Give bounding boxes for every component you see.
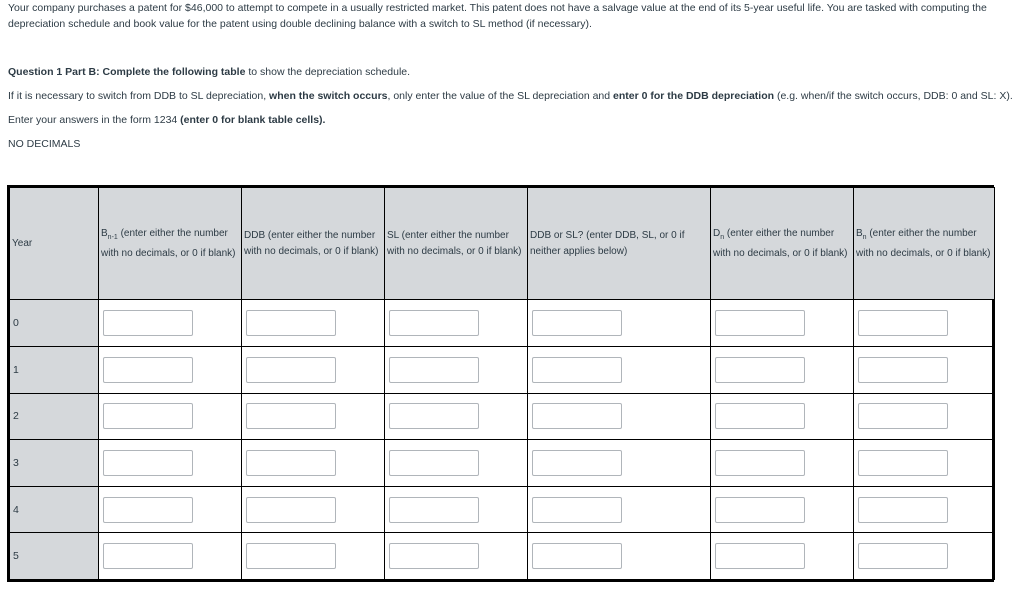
bn-cell <box>854 393 995 440</box>
bn-input-year-3[interactable] <box>858 450 948 476</box>
bn-cell <box>854 347 995 394</box>
ddb-input-year-3[interactable] <box>246 450 336 476</box>
bn-1-input-year-1[interactable] <box>103 357 193 383</box>
bn-cell <box>854 440 995 487</box>
dn-input-year-1[interactable] <box>715 357 805 383</box>
bn-cell <box>854 533 995 580</box>
dn-input-year-5[interactable] <box>715 543 805 569</box>
bn-1-input-year-2[interactable] <box>103 403 193 429</box>
question-title-rest: to show the depreciation schedule. <box>245 66 411 78</box>
method-cell <box>528 393 711 440</box>
ddb-cell <box>242 486 385 533</box>
sl-cell <box>385 347 528 394</box>
sl-input-year-1[interactable] <box>389 357 479 383</box>
no-decimals-note: NO DECIMALS <box>8 138 81 150</box>
depreciation-table <box>7 185 994 582</box>
method-cell <box>528 347 711 394</box>
switch-text-a: If it is necessary to switch from DDB to SL depreciation, <box>8 90 270 102</box>
bn-cell <box>854 300 995 347</box>
switch-text-e: (e.g. when/if the switch occurs, DDB: 0 and SL: X). <box>774 90 1013 102</box>
sl-input-year-2[interactable] <box>389 403 479 429</box>
ddb-input-year-5[interactable] <box>246 543 336 569</box>
method-cell <box>528 533 711 580</box>
method-input-year-4[interactable] <box>532 497 622 523</box>
dn-cell <box>711 393 854 440</box>
year-cell: 5 <box>10 533 99 580</box>
header-bn: $B_n$ (enter either the number with no decimals, or 0 if blank) <box>854 188 995 300</box>
bn-input-year-0[interactable] <box>858 310 948 336</box>
header-sl: SL (enter either the number with no decimals, or 0 if blank) <box>385 188 528 300</box>
header-bn-1: $B_{n-1}$ (enter either the number with no decimals, or 0 if blank) <box>99 188 242 300</box>
year-cell: 1 <box>10 347 99 394</box>
switch-text-d: enter 0 for the DDB depreciation <box>613 90 775 102</box>
problem-statement: Your company purchases a patent for $46,000 to attempt to compete in a usually restricted market. This patent does not have a salvage value at the end of its 5-year useful life. You are tasked with computing the depreciation schedule and book value for the patent using double declining balance with a switch to SL method (if necessary). <box>8 2 987 30</box>
table-header-row <box>10 188 995 300</box>
dn-cell <box>711 486 854 533</box>
bn-cell <box>854 486 995 533</box>
bn-input-year-4[interactable] <box>858 497 948 523</box>
header-ddb: DDB (enter either the number with no decimals, or 0 if blank) <box>242 188 385 300</box>
table-row <box>10 393 995 440</box>
ddb-cell <box>242 393 385 440</box>
method-input-year-2[interactable] <box>532 403 622 429</box>
bn-1-cell <box>99 533 242 580</box>
method-cell <box>528 486 711 533</box>
bn-1-cell <box>99 300 242 347</box>
header-dn: $D_n$ (enter either the number with no decimals, or 0 if blank) <box>711 188 854 300</box>
ddb-cell <box>242 440 385 487</box>
bn-input-year-2[interactable] <box>858 403 948 429</box>
bn-1-cell <box>99 347 242 394</box>
year-cell: 2 <box>10 393 99 440</box>
sl-cell <box>385 533 528 580</box>
sl-cell <box>385 486 528 533</box>
question-title-bold: Question 1 Part B: Complete the following table <box>8 66 246 78</box>
dn-input-year-4[interactable] <box>715 497 805 523</box>
dn-cell <box>711 440 854 487</box>
header-method: DDB or SL? (enter DDB, SL, or 0 if neither applies below) <box>528 188 711 300</box>
bn-1-input-year-0[interactable] <box>103 310 193 336</box>
ddb-cell <box>242 533 385 580</box>
table-row <box>10 486 995 533</box>
sl-cell <box>385 300 528 347</box>
sl-input-year-3[interactable] <box>389 450 479 476</box>
ddb-input-year-4[interactable] <box>246 497 336 523</box>
dn-input-year-2[interactable] <box>715 403 805 429</box>
year-cell: 4 <box>10 486 99 533</box>
bn-1-input-year-3[interactable] <box>103 450 193 476</box>
bn-input-year-5[interactable] <box>858 543 948 569</box>
switch-text-c: , only enter the value of the SL depreciation and <box>387 90 614 102</box>
bn-input-year-1[interactable] <box>858 357 948 383</box>
ddb-cell <box>242 300 385 347</box>
method-cell <box>528 440 711 487</box>
ddb-input-year-1[interactable] <box>246 357 336 383</box>
method-cell <box>528 300 711 347</box>
table-row <box>10 300 995 347</box>
sl-cell <box>385 440 528 487</box>
year-cell: 3 <box>10 440 99 487</box>
year-cell: 0 <box>10 300 99 347</box>
bn-1-input-year-5[interactable] <box>103 543 193 569</box>
method-input-year-0[interactable] <box>532 310 622 336</box>
ddb-cell <box>242 347 385 394</box>
sl-input-year-0[interactable] <box>389 310 479 336</box>
sl-input-year-5[interactable] <box>389 543 479 569</box>
sl-cell <box>385 393 528 440</box>
bn-1-cell <box>99 393 242 440</box>
dn-cell <box>711 300 854 347</box>
question-title <box>8 65 410 79</box>
format-text-b: (enter 0 for blank table cells). <box>180 114 326 126</box>
dn-cell <box>711 533 854 580</box>
bn-1-cell <box>99 440 242 487</box>
bn-1-input-year-4[interactable] <box>103 497 193 523</box>
table-row <box>10 440 995 487</box>
method-input-year-3[interactable] <box>532 450 622 476</box>
format-instruction <box>8 113 325 127</box>
dn-input-year-3[interactable] <box>715 450 805 476</box>
ddb-input-year-2[interactable] <box>246 403 336 429</box>
header-year: Year <box>10 188 99 300</box>
switch-instruction <box>8 89 1013 103</box>
method-input-year-5[interactable] <box>532 543 622 569</box>
dn-cell <box>711 347 854 394</box>
table-row <box>10 533 995 580</box>
method-input-year-1[interactable] <box>532 357 622 383</box>
switch-text-b: when the switch occurs <box>269 90 388 102</box>
ddb-input-year-0[interactable] <box>246 310 336 336</box>
format-text-a: Enter your answers in the form 1234 <box>8 114 181 126</box>
dn-input-year-0[interactable] <box>715 310 805 336</box>
table-row <box>10 347 995 394</box>
bn-1-cell <box>99 486 242 533</box>
sl-input-year-4[interactable] <box>389 497 479 523</box>
